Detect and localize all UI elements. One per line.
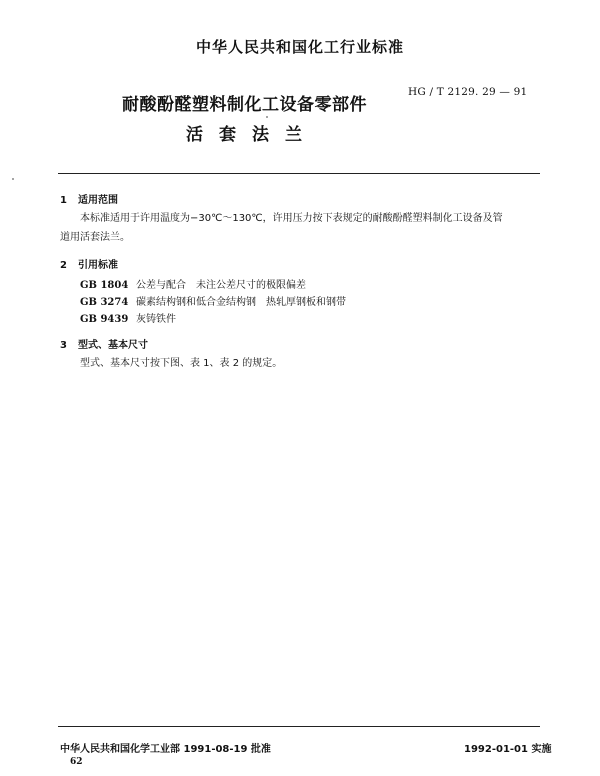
page-number: 62 bbox=[70, 757, 83, 767]
document-subtitle: 活套法兰 bbox=[186, 125, 318, 145]
reference-item bbox=[80, 293, 346, 308]
section-3-paragraph: 型式、基本尺寸按下图、表 1、表 2 的规定。 bbox=[80, 358, 283, 369]
reference-title: 公差与配合 未注公差尺寸的极限偏差 bbox=[136, 280, 306, 291]
section-number: 3 bbox=[60, 340, 67, 351]
standard-number: HG / T 2129. 29 — 91 bbox=[408, 86, 528, 98]
reference-title: 灰铸铁件 bbox=[136, 314, 176, 325]
scan-speck bbox=[12, 178, 14, 180]
document-title: 耐酸酚醛塑料制化工设备零部件 bbox=[122, 95, 367, 115]
header-divider bbox=[58, 173, 540, 174]
section-title: 型式、基本尺寸 bbox=[78, 340, 148, 351]
section-number: 2 bbox=[60, 260, 67, 271]
section-3-heading bbox=[60, 336, 148, 351]
reference-item bbox=[80, 276, 306, 291]
approval-statement: 中华人民共和国化学工业部 1991-08-19 批准 bbox=[60, 744, 271, 755]
section-1-paragraph-line1: 本标准适用于许用温度为−30℃～130℃，许用压力按下表规定的耐酸酚醛塑料制化工设备及管 bbox=[80, 213, 503, 224]
scan-speck bbox=[266, 116, 268, 118]
section-title: 适用范围 bbox=[78, 195, 118, 206]
section-1-heading bbox=[60, 191, 118, 206]
section-1-paragraph-line2: 道用活套法兰。 bbox=[60, 232, 130, 243]
implementation-date: 1992-01-01 实施 bbox=[464, 744, 552, 755]
reference-code: GB 3274 bbox=[80, 297, 129, 308]
reference-title: 碳素结构钢和低合金结构钢 热轧厚钢板和钢带 bbox=[136, 297, 346, 308]
section-title: 引用标准 bbox=[78, 260, 118, 271]
ministry-header: 中华人民共和国化工行业标准 bbox=[195, 38, 404, 56]
reference-item bbox=[80, 310, 176, 325]
section-2-heading bbox=[60, 256, 118, 271]
reference-code: GB 1804 bbox=[80, 280, 129, 291]
section-number: 1 bbox=[60, 195, 67, 206]
reference-code: GB 9439 bbox=[80, 314, 129, 325]
footer-divider bbox=[58, 726, 540, 727]
